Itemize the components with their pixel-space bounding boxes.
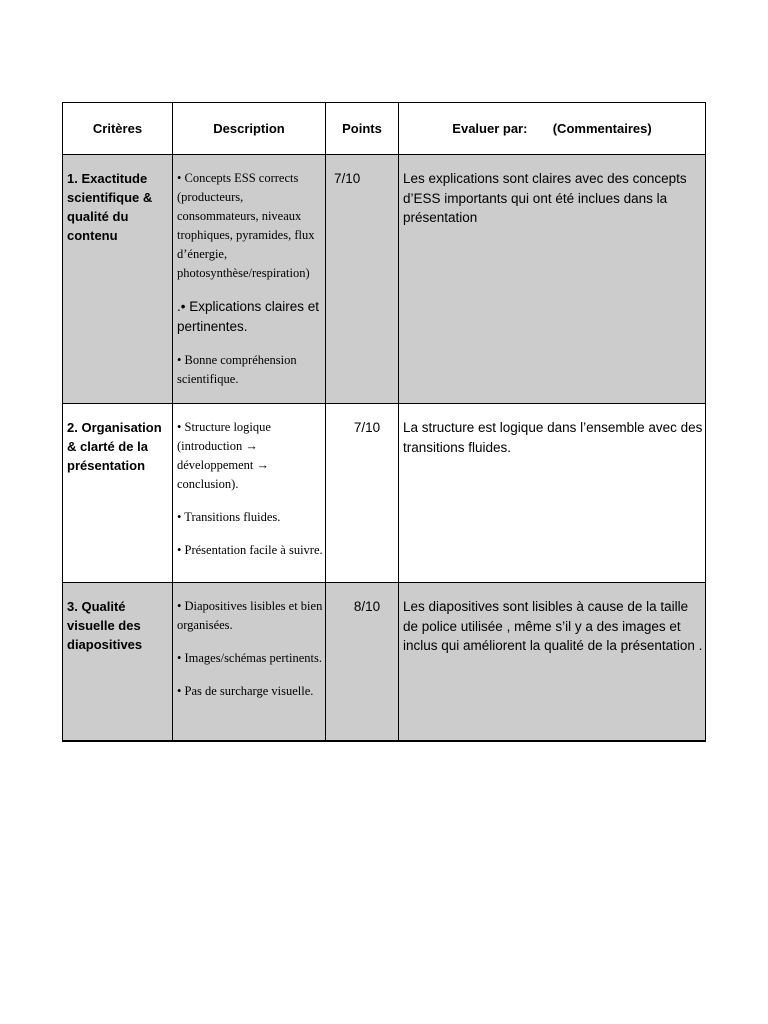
table-row <box>63 583 706 741</box>
criteria-cell: 1. Exactitude scientifique & qualité du contenu <box>63 155 173 404</box>
header-points: Points <box>326 103 399 155</box>
comment-cell: Les diapositives sont lisibles à cause de la taille de police utilisée , même s’il y a des images et inclus qui améliorent la qualité de la présentation . <box>399 583 706 741</box>
description-item: • Bonne compréhension scientifique. <box>177 353 297 386</box>
comment-cell: La structure est logique dans l’ensemble avec des transitions fluides. <box>399 404 706 583</box>
evaluation-table <box>62 102 706 742</box>
table-row <box>63 155 706 404</box>
description-cell <box>173 155 326 404</box>
description-item: • Structure logique (introduction → développement → conclusion). <box>177 420 271 491</box>
header-description: Description <box>173 103 326 155</box>
criteria-cell: 2. Organisation & clarté de la présentation <box>63 404 173 583</box>
description-item: • Transitions fluides. <box>177 510 281 524</box>
points-cell: 7/10 <box>326 155 399 404</box>
points-cell: 7/10 <box>326 404 399 583</box>
header-evaluate-comments: Evaluer par: (Commentaires) <box>399 103 706 155</box>
description-cell <box>173 404 326 583</box>
description-item: • Présentation facile à suivre. <box>177 543 323 557</box>
table-row <box>63 404 706 583</box>
table-header-row <box>63 103 706 155</box>
description-item: • Concepts ESS corrects (producteurs, consommateurs, niveaux trophiques, pyramides, flux d’énergie, photosynthèse/respiration) <box>177 171 315 280</box>
points-cell: 8/10 <box>326 583 399 741</box>
criteria-cell: 3. Qualité visuelle des diapositives <box>63 583 173 741</box>
description-item: • Pas de surcharge visuelle. <box>177 684 314 698</box>
description-item: .• Explications claires et pertinentes. <box>177 299 320 334</box>
header-criteria: Critères <box>63 103 173 155</box>
description-item: • Diapositives lisibles et bien organisées. <box>177 599 323 632</box>
comment-cell: Les explications sont claires avec des concepts d’ESS importants qui ont été inclues dans la présentation <box>399 155 706 404</box>
description-cell <box>173 583 326 741</box>
description-item: • Images/schémas pertinents. <box>177 651 322 665</box>
